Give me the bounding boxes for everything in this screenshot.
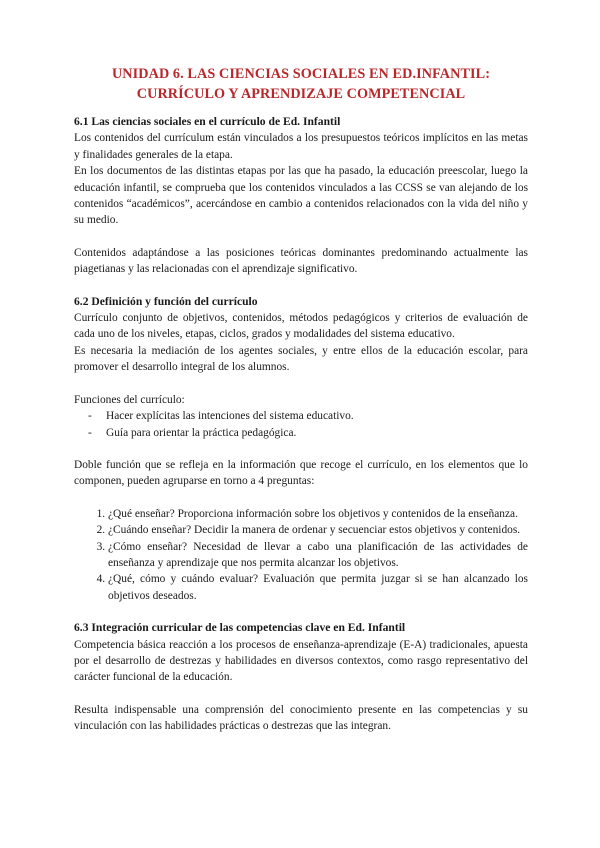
section-6-3-paragraph-2: Resulta indispensable una comprensión del conocimiento presente en las competencias y su vinculación con las habilidades prácticas o destrezas que las integran. bbox=[74, 703, 528, 733]
spacer bbox=[74, 604, 528, 620]
spacer bbox=[74, 278, 528, 294]
section-6-1-paragraph-2: En los documentos de las distintas etapas por las que ha pasado, la educación preescolar, luego la educación infantil, se comprueba que los contenidos vinculados a las CCSS se van alejando de los contenidos “académicos”, acercándose en cambio a contenidos relacionados con la vida del niño y su medio. bbox=[74, 165, 528, 227]
unit-title-line-2: CURRÍCULO Y APRENDIZAJE COMPETENCIAL bbox=[136, 86, 466, 102]
unit-title bbox=[74, 64, 528, 104]
list-item: - Guía para orientar la práctica pedagógica. bbox=[88, 425, 528, 441]
spacer bbox=[74, 229, 528, 245]
unit-title-line-1: UNIDAD 6. LAS CIENCIAS SOCIALES EN ED.INFANTIL: bbox=[111, 66, 491, 82]
list-item: 1. ¿Qué enseñar? Proporciona información sobre los objetivos y contenidos de la enseñanza. bbox=[108, 506, 528, 522]
section-6-1-paragraph-1: Los contenidos del currículum están vinculados a los presupuestos teóricos implícitos en las metas y finalidades generales de la etapa. bbox=[74, 132, 528, 161]
document-page bbox=[74, 64, 528, 735]
section-6-2-paragraph-2: Es necesaria la mediación de los agentes sociales, y entre ellos de la educación escolar, para promover el desarrollo integral de los alumnos. bbox=[74, 344, 528, 374]
section-6-2-paragraph-1: Currículo conjunto de objetivos, contenidos, métodos pedagógicos y criterios de evaluación de cada uno de los niveles, etapas, ciclos, grados y modalidades del sistema educativo. bbox=[74, 312, 528, 341]
section-6-3-heading: 6.3 Integración curricular de las competencias clave en Ed. Infantil bbox=[74, 621, 406, 635]
section-6-1-heading: 6.1 Las ciencias sociales en el currículo de Ed. Infantil bbox=[74, 115, 341, 128]
functions-label: Funciones del currículo: bbox=[74, 393, 185, 406]
section-6-2-paragraph-3: Doble función que se refleja en la información que recoge el currículo, en los elementos que lo componen, pueden agruparse en torno a 4 preguntas: bbox=[74, 458, 528, 488]
functions-list bbox=[74, 408, 528, 441]
list-item: 2. ¿Cuándo enseñar? Decidir la manera de ordenar y secuenciar estos objetivos y contenidos. bbox=[108, 522, 528, 538]
spacer bbox=[74, 376, 528, 392]
list-item: 3. ¿Cómo enseñar? Necesidad de llevar a cabo una planificación de las actividades de enseñanza y aprendizaje que nos permita alcanzar los objetivos. bbox=[108, 539, 528, 572]
spacer bbox=[74, 490, 528, 506]
list-item: 4. ¿Qué, cómo y cuándo evaluar? Evaluación que permita juzgar si se han alcanzado los objetivos deseados. bbox=[108, 571, 528, 604]
questions-list bbox=[74, 506, 528, 604]
list-item: - Hacer explícitas las intenciones del sistema educativo. bbox=[88, 408, 528, 424]
section-6-3-paragraph-1: Competencia básica reacción a los procesos de enseñanza-aprendizaje (E-A) tradicionales, apuesta por el desarrollo de destrezas y habilidades en diversos contextos, como rasgo representativo del carácter funcional de la educación. bbox=[74, 638, 528, 684]
section-6-1-paragraph-3: Contenidos adaptándose a las posiciones teóricas dominantes predominando actualmente las piagetianas y las relacionadas con el aprendizaje significativo. bbox=[74, 246, 528, 276]
spacer bbox=[74, 441, 528, 457]
spacer bbox=[74, 686, 528, 702]
section-6-2-heading: 6.2 Definición y función del currículo bbox=[74, 294, 258, 308]
